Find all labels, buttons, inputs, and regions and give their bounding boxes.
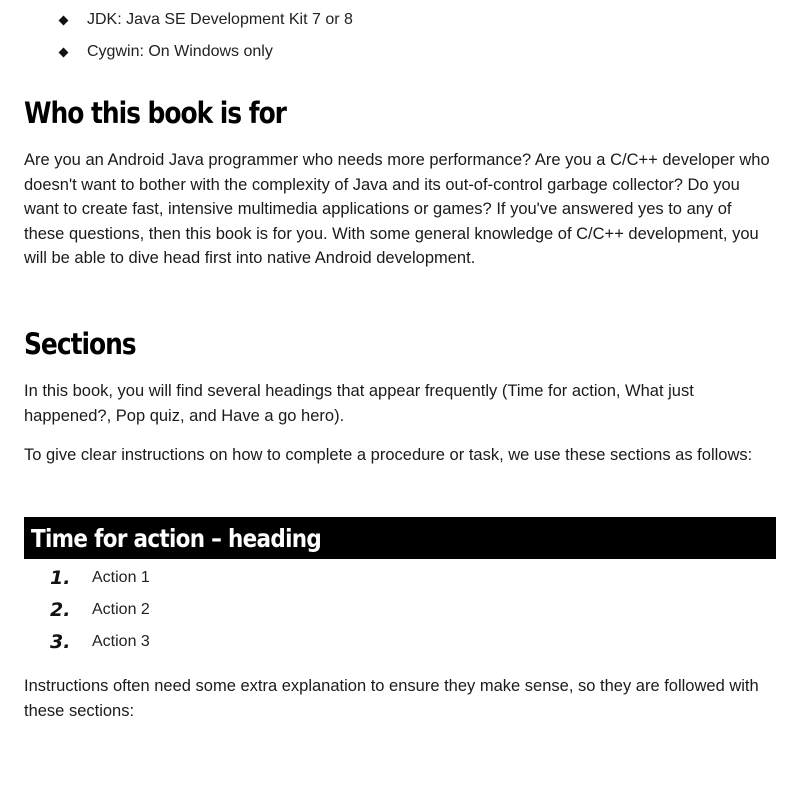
action-steps-list bbox=[50, 562, 150, 658]
step-number: 3. bbox=[50, 631, 71, 653]
list-item bbox=[60, 36, 353, 68]
step-label: Action 3 bbox=[92, 633, 150, 650]
time-for-action-heading: Time for action – heading bbox=[31, 523, 322, 553]
step-label: Action 2 bbox=[92, 601, 150, 618]
list-item bbox=[50, 626, 150, 658]
sections-instructions-paragraph: To give clear instructions on how to complete a procedure or task, we use these sections as follows: bbox=[24, 446, 753, 464]
list-item bbox=[60, 4, 353, 36]
list-item bbox=[50, 562, 150, 594]
diamond-bullet-icon bbox=[59, 47, 69, 57]
audience-paragraph: Are you an Android Java programmer who needs more performance? Are you a C/C++ developer who doesn't want to bother with the complexity of Java and its out-of-control garbage collector? Do you want to create fast, intensive multimedia applications or games? If you've answered yes to any of these questions, then this book is for you. With some general knowledge of C/C++ development, you will be able to dive head first into native Android development. bbox=[24, 151, 770, 267]
audience-heading: Who this book is for bbox=[24, 96, 286, 130]
step-number: 1. bbox=[50, 567, 71, 589]
list-item-text: JDK: Java SE Development Kit 7 or 8 bbox=[87, 11, 353, 28]
list-item-text: Cygwin: On Windows only bbox=[87, 43, 273, 60]
list-item bbox=[50, 594, 150, 626]
closing-paragraph: Instructions often need some extra explanation to ensure they make sense, so they are followed with these sections: bbox=[24, 677, 759, 720]
diamond-bullet-icon bbox=[59, 15, 69, 25]
step-number: 2. bbox=[50, 599, 71, 621]
sections-heading: Sections bbox=[24, 327, 136, 361]
time-for-action-banner bbox=[24, 517, 776, 559]
sections-intro-paragraph: In this book, you will find several headings that appear frequently (Time for action, What just happened?, Pop quiz, and Have a go hero). bbox=[24, 382, 694, 425]
step-label: Action 1 bbox=[92, 569, 150, 586]
requirements-list bbox=[60, 4, 353, 68]
